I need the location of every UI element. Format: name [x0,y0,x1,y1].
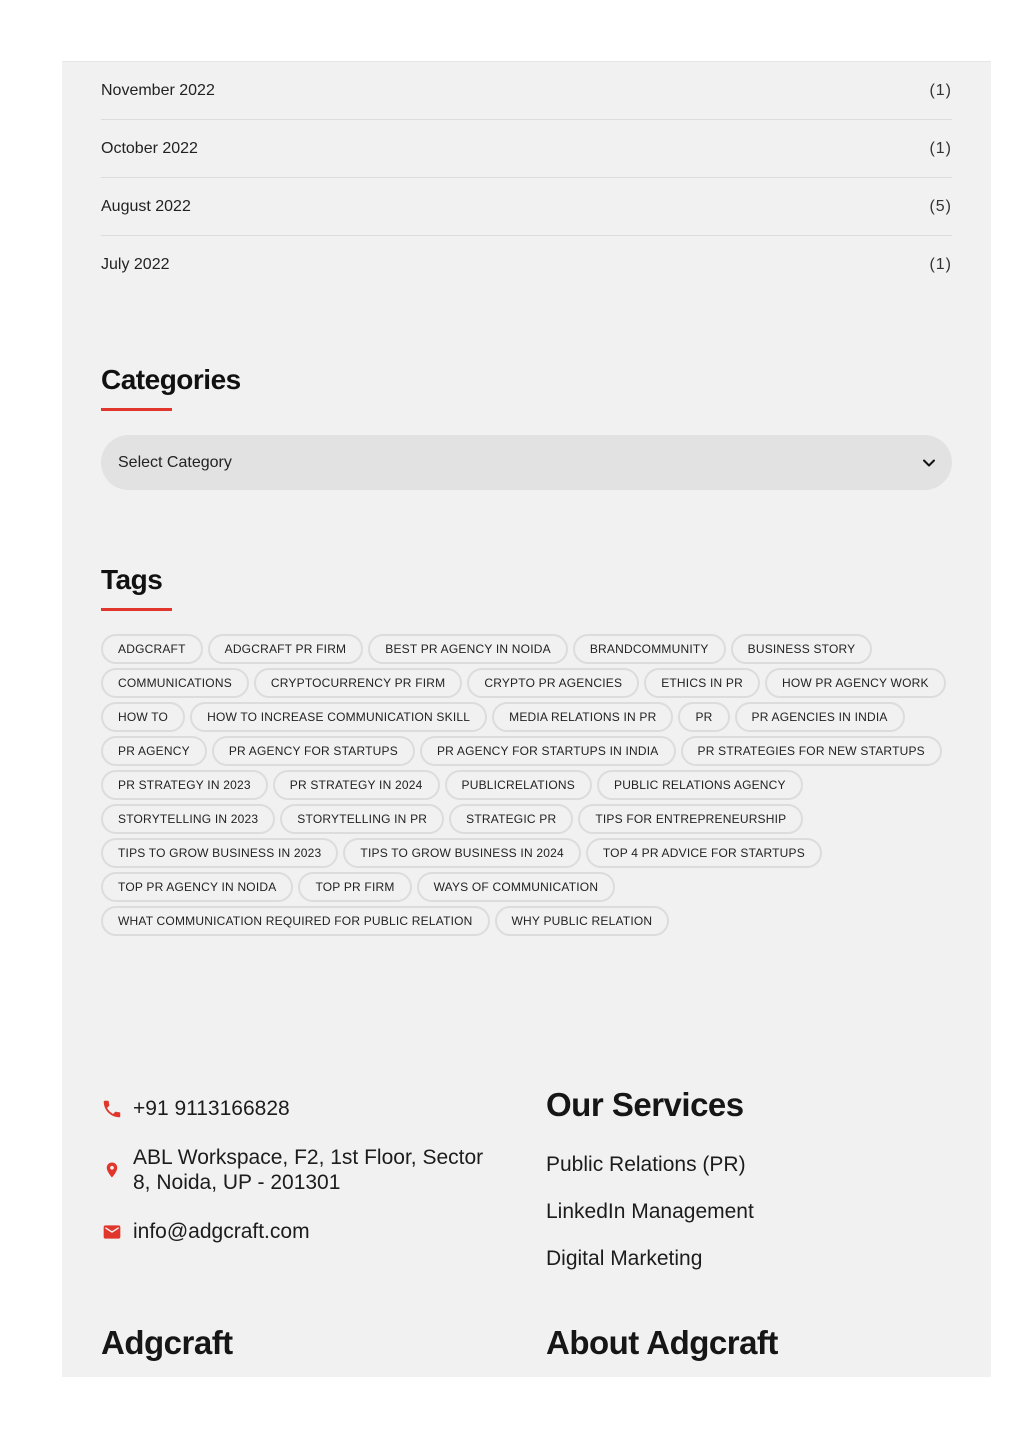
tag-link[interactable]: STORYTELLING IN 2023 [101,804,275,834]
archive-item[interactable] [101,178,952,236]
tag-link[interactable]: PR STRATEGIES FOR NEW STARTUPS [681,736,942,766]
title-underline [101,608,172,611]
tag-link[interactable]: BEST PR AGENCY IN NOIDA [368,634,568,664]
tag-link[interactable]: WAYS OF COMMUNICATION [417,872,616,902]
tag-link[interactable]: BUSINESS STORY [731,634,873,664]
service-link-pr[interactable]: Public Relations (PR) [546,1153,746,1176]
archive-count: (5) [929,197,952,215]
email-text: info@adgcraft.com [133,1220,310,1243]
address-text: ABL Workspace, F2, 1st Floor, Sector 8, Noida, UP - 201301 [133,1146,484,1194]
categories-widget [101,364,952,490]
archive-count: (1) [929,81,952,99]
archive-item[interactable] [101,120,952,178]
contact-email[interactable] [101,1219,501,1244]
tags-widget [101,564,952,936]
services-title: Our Services [546,1086,744,1123]
tag-link[interactable]: WHY PUBLIC RELATION [495,906,670,936]
archive-count: (1) [929,139,952,157]
category-select[interactable] [101,435,952,490]
categories-title: Categories [101,364,241,395]
tag-link[interactable]: COMMUNICATIONS [101,668,249,698]
tag-link[interactable]: TIPS TO GROW BUSINESS IN 2024 [343,838,580,868]
tag-link[interactable]: PR [678,702,729,732]
tag-link[interactable]: STRATEGIC PR [449,804,573,834]
tag-link[interactable]: PR AGENCY FOR STARTUPS IN INDIA [420,736,676,766]
mail-icon [101,1219,123,1244]
tag-link[interactable]: BRANDCOMMUNITY [573,634,726,664]
chevron-down-icon [922,456,936,470]
category-select-value: Select Category [118,453,232,471]
tag-link[interactable]: HOW PR AGENCY WORK [765,668,946,698]
tag-link[interactable]: STORYTELLING IN PR [280,804,444,834]
about-title: About Adgcraft [546,1324,778,1361]
tag-link[interactable]: HOW TO INCREASE COMMUNICATION SKILL [190,702,487,732]
tag-link[interactable]: CRYPTO PR AGENCIES [467,668,639,698]
location-pin-icon [101,1158,123,1183]
contact-info [101,1096,501,1244]
tag-link[interactable]: HOW TO [101,702,185,732]
tag-link[interactable]: TIPS TO GROW BUSINESS IN 2023 [101,838,338,868]
tag-link[interactable]: ADGCRAFT [101,634,203,664]
tag-link[interactable]: PR AGENCIES IN INDIA [735,702,905,732]
archive-item[interactable] [101,236,952,293]
service-link-linkedin[interactable]: LinkedIn Management [546,1200,754,1223]
tag-link[interactable]: TIPS FOR ENTREPRENEURSHIP [578,804,803,834]
tag-link[interactable]: PR AGENCY FOR STARTUPS [212,736,415,766]
tag-link[interactable]: TOP PR FIRM [298,872,411,902]
archive-count: (1) [929,255,952,273]
tag-link[interactable]: TOP PR AGENCY IN NOIDA [101,872,293,902]
tag-link[interactable]: PUBLIC RELATIONS AGENCY [597,770,803,800]
title-underline [101,408,172,411]
phone-icon [101,1096,123,1121]
archive-item[interactable] [101,62,952,120]
archive-label: November 2022 [101,81,215,99]
services-widget [546,1086,946,1271]
archive-label: July 2022 [101,255,170,273]
tag-link[interactable]: PR STRATEGY IN 2024 [273,770,440,800]
brand-title: Adgcraft [101,1324,233,1361]
phone-text: +91 9113166828 [133,1097,290,1120]
archive-label: August 2022 [101,197,191,215]
tags-title: Tags [101,564,163,595]
tag-link[interactable]: ETHICS IN PR [644,668,760,698]
tag-link[interactable]: PUBLICRELATIONS [445,770,592,800]
archive-list [101,62,952,293]
tag-cloud [101,634,952,936]
contact-address [101,1145,501,1195]
tag-link[interactable]: ADGCRAFT PR FIRM [208,634,364,664]
tag-link[interactable]: PR STRATEGY IN 2023 [101,770,268,800]
tag-link[interactable]: CRYPTOCURRENCY PR FIRM [254,668,462,698]
tag-link[interactable]: PR AGENCY [101,736,207,766]
tag-link[interactable]: TOP 4 PR ADVICE FOR STARTUPS [586,838,822,868]
service-link-digital-marketing[interactable]: Digital Marketing [546,1247,703,1270]
tag-link[interactable]: MEDIA RELATIONS IN PR [492,702,673,732]
contact-phone[interactable] [101,1096,501,1121]
archive-label: October 2022 [101,139,198,157]
tag-link[interactable]: WHAT COMMUNICATION REQUIRED FOR PUBLIC RELATION [101,906,490,936]
sidebar-panel [62,61,991,1377]
